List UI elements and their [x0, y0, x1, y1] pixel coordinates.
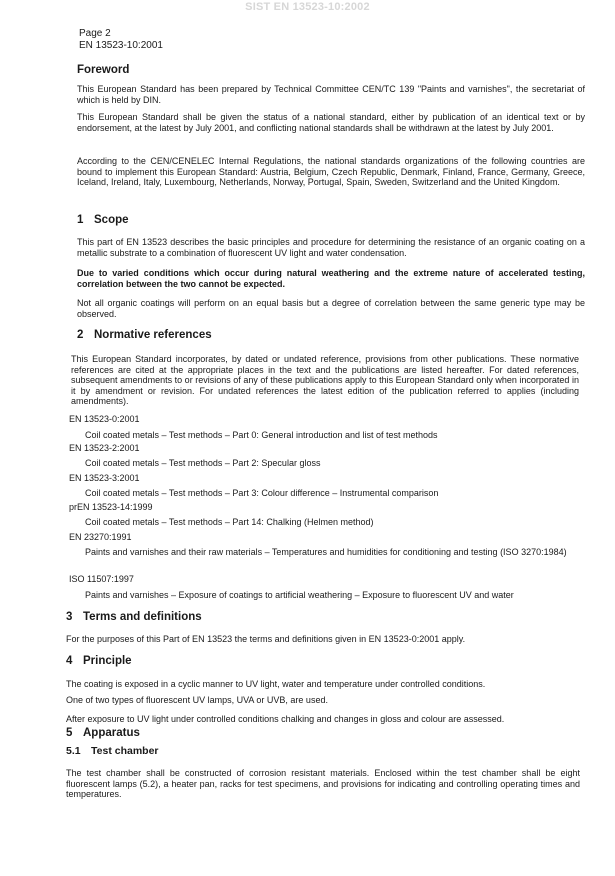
section-1-number: 1: [77, 214, 84, 226]
reference-title: Coil coated metals – Test methods – Part 0: General introduction and list of test methods: [85, 430, 438, 440]
foreword-paragraph-2: This European Standard shall be given the status of a national standard, either by publication of an identical text or by endorsement, at the latest by July 2001, and conflicting national standards shall be withdrawn at the latest by July 2001.: [77, 112, 585, 133]
section-3-title: Terms and definitions: [83, 611, 202, 623]
scope-paragraph-3: Not all organic coatings will perform on an equal basis but a degree of correlation between the same generic type may be observed.: [77, 298, 585, 319]
reference-id: EN 23270:1991: [69, 532, 132, 542]
watermark: SIST EN 13523-10:2002: [245, 1, 370, 13]
section-5-1-title: Test chamber: [91, 745, 159, 757]
section-5-number: 5: [66, 727, 73, 739]
principle-paragraph-3: After exposure to UV light under controlled conditions chalking and changes in gloss and colour are assessed.: [66, 714, 505, 724]
scope-paragraph-1: This part of EN 13523 describes the basic principles and procedure for determining the resistance of an organic coating on a metallic substrate to a combination of fluorescent UV light and water condensation.: [77, 237, 585, 258]
terms-paragraph: For the purposes of this Part of EN 13523 the terms and definitions given in EN 13523-0:2001 apply.: [66, 634, 466, 644]
section-2-title: Normative references: [94, 329, 212, 341]
page-number: Page 2: [79, 28, 111, 39]
section-4-heading: [66, 655, 132, 668]
section-4-number: 4: [66, 655, 73, 667]
section-5-1-heading: [66, 745, 159, 757]
section-5-heading: [66, 727, 140, 740]
apparatus-paragraph: The test chamber shall be constructed of corrosion resistant materials. Enclosed within the test chamber shall be eight fluorescent lamps (5.2), a heater pan, racks for test specimens, and provisions for indicating and controlling operating times and temperatures.: [66, 768, 580, 800]
document-id: EN 13523-10:2001: [79, 40, 163, 51]
normative-intro: This European Standard incorporates, by dated or undated reference, provisions from other publications. These normative references are cited at the appropriate places in the text and the publications are listed hereafter. For dated references, subsequent amendments to or revisions of any of these publications apply to this European Standard only when incorporated in it by amendment or revision. For undated references the latest edition of the publication referred to applies (including amendments).: [71, 354, 579, 407]
principle-paragraph-1: The coating is exposed in a cyclic manner to UV light, water and temperature under controlled conditions.: [66, 679, 486, 689]
section-2-number: 2: [77, 329, 84, 341]
section-2-heading: [77, 329, 212, 342]
section-1-heading: [77, 214, 129, 227]
foreword-paragraph-3: According to the CEN/CENELEC Internal Regulations, the national standards organizations of the following countries are bound to implement this European Standard: Austria, Belgium, Czech Republic, Denmark, Finland, France, Germany, Greece, Iceland, Ireland, Italy, Luxembourg, Netherlands, Norway, Portugal, Spain, Sweden, Switzerland and the United Kingdom.: [77, 156, 585, 188]
section-3-heading: [66, 611, 202, 624]
reference-id: EN 13523-3:2001: [69, 473, 140, 483]
scope-paragraph-2: Due to varied conditions which occur during natural weathering and the extreme nature of accelerated testing, correlation between the two cannot be expected.: [77, 268, 585, 289]
section-4-title: Principle: [83, 655, 132, 667]
page-header: [79, 28, 163, 52]
reference-id: ISO 11507:1997: [69, 574, 134, 584]
section-5-title: Apparatus: [83, 727, 140, 739]
section-5-1-number: 5.1: [66, 745, 81, 757]
section-1-title: Scope: [94, 214, 129, 226]
reference-title: Paints and varnishes and their raw materials – Temperatures and humidities for conditioning and testing (ISO 3270:1984): [85, 547, 567, 557]
reference-id: EN 13523-0:2001: [69, 414, 140, 424]
foreword-heading: Foreword: [77, 64, 130, 76]
principle-paragraph-2: One of two types of fluorescent UV lamps, UVA or UVB, are used.: [66, 695, 328, 705]
reference-id: prEN 13523-14:1999: [69, 502, 153, 512]
reference-title: Coil coated metals – Test methods – Part 14: Chalking (Helmen method): [85, 517, 374, 527]
foreword-paragraph-1: This European Standard has been prepared by Technical Committee CEN/TC 139 "Paints and varnishes", the secretariat of which is held by DIN.: [77, 84, 585, 105]
reference-title: Coil coated metals – Test methods – Part 3: Colour difference – Instrumental comparison: [85, 488, 439, 498]
reference-title: Paints and varnishes – Exposure of coatings to artificial weathering – Exposure to fluorescent UV and water: [85, 590, 514, 600]
reference-id: EN 13523-2:2001: [69, 443, 140, 453]
reference-title: Coil coated metals – Test methods – Part 2: Specular gloss: [85, 458, 321, 468]
section-3-number: 3: [66, 611, 73, 623]
